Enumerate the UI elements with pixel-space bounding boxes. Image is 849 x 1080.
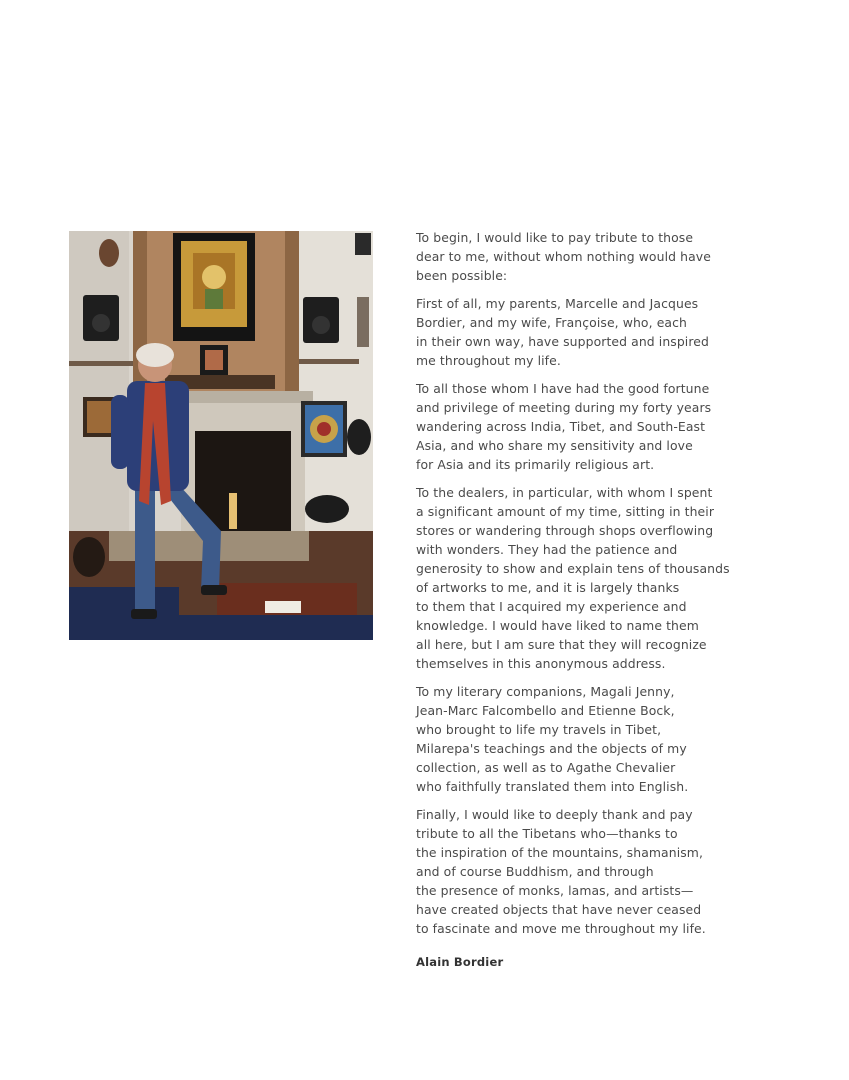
text-line: tribute to all the Tibetans who—thanks to <box>416 826 678 841</box>
paragraph <box>416 483 736 673</box>
text-line: themselves in this anonymous address. <box>416 656 666 671</box>
text-line: dear to me, without whom nothing would have <box>416 249 711 264</box>
text-line: wandering across India, Tibet, and South-East <box>416 419 706 434</box>
text-line: in their own way, have supported and inspired <box>416 334 709 349</box>
text-line: stores or wandering through shops overflowing <box>416 523 714 538</box>
photo-shelf-left <box>69 361 133 366</box>
text-line: To my literary companions, Magali Jenny, <box>416 684 675 699</box>
text-line: to fascinate and move me throughout my life. <box>416 921 706 936</box>
text-line: all here, but I am sure that they will recognize <box>416 637 707 652</box>
photo-candle <box>229 493 237 529</box>
text-line: and of course Buddhism, and through <box>416 864 654 879</box>
photo-man-shoe-left <box>131 609 157 619</box>
photo-man-arm-left <box>111 395 129 469</box>
text-line: me throughout my life. <box>416 353 561 368</box>
photo-wall-frame-top <box>355 233 371 255</box>
photo-mandala-core <box>317 422 331 436</box>
text-line: and privilege of meeting during my forty years <box>416 400 712 415</box>
text-line: a significant amount of my time, sitting in their <box>416 504 715 519</box>
photo-man-hair <box>136 343 174 367</box>
text-line: To begin, I would like to pay tribute to those <box>416 230 694 245</box>
portrait-photo <box>69 231 373 640</box>
text-line: Milarepa's teachings and the objects of my <box>416 741 687 756</box>
photo-wall-frame-right <box>357 297 369 347</box>
text-line: of artworks to me, and it is largely thanks <box>416 580 680 595</box>
text-line: generosity to show and explain tens of thousands <box>416 561 730 576</box>
text-line: Finally, I would like to deeply thank and pay <box>416 807 693 822</box>
photo-small-picture <box>205 350 223 370</box>
text-line: been possible: <box>416 268 508 283</box>
text-line: to them that I acquired my experience and <box>416 599 687 614</box>
author-signature: Alain Bordier <box>416 955 504 969</box>
text-line: Jean-Marc Falcombello and Etienne Bock, <box>416 703 675 718</box>
text-line: To all those whom I have had the good fortune <box>416 381 710 396</box>
photo-sofa <box>69 587 179 640</box>
paragraph <box>416 805 736 938</box>
text-line: Bordier, and my wife, Françoise, who, each <box>416 315 687 330</box>
photo-book <box>265 601 301 613</box>
photo-cauldron <box>305 495 349 523</box>
photo-illustration <box>69 231 373 640</box>
text-line: To the dealers, in particular, with whom I spent <box>416 485 713 500</box>
text-line: collection, as well as to Agathe Chevalier <box>416 760 676 775</box>
text-line: the inspiration of the mountains, shamanism, <box>416 845 704 860</box>
text-line: who brought to life my travels in Tibet, <box>416 722 662 737</box>
photo-left-painting-inner <box>87 401 113 433</box>
paragraph <box>416 682 736 796</box>
photo-man-shoe-right <box>201 585 227 595</box>
photo-mask <box>99 239 119 267</box>
photo-speaker-cone-right <box>312 316 330 334</box>
text-line: for Asia and its primarily religious art. <box>416 457 655 472</box>
text-line: First of all, my parents, Marcelle and Jacques <box>416 296 699 311</box>
text-line: have created objects that have never ceased <box>416 902 702 917</box>
acknowledgements-text <box>416 228 736 947</box>
photo-vase <box>73 537 105 577</box>
photo-shelf-right <box>299 359 359 364</box>
photo-gong <box>347 419 371 455</box>
text-line: Asia, and who share my sensitivity and love <box>416 438 693 453</box>
photo-sofa-front <box>179 615 373 640</box>
paragraph <box>416 228 736 285</box>
photo-speaker-cone-left <box>92 314 110 332</box>
photo-firebox <box>195 431 291 533</box>
photo-man-left-leg <box>135 485 155 615</box>
text-line: who faithfully translated them into English. <box>416 779 689 794</box>
text-line: with wonders. They had the patience and <box>416 542 678 557</box>
photo-thangka-deity <box>202 265 226 289</box>
text-line: knowledge. I would have liked to name them <box>416 618 699 633</box>
photo-chimney-edge-right <box>285 231 299 391</box>
photo-mantel <box>173 391 313 403</box>
photo-thangka-body <box>205 289 223 309</box>
paragraph <box>416 379 736 474</box>
text-line: the presence of monks, lamas, and artists— <box>416 883 694 898</box>
paragraph <box>416 294 736 370</box>
